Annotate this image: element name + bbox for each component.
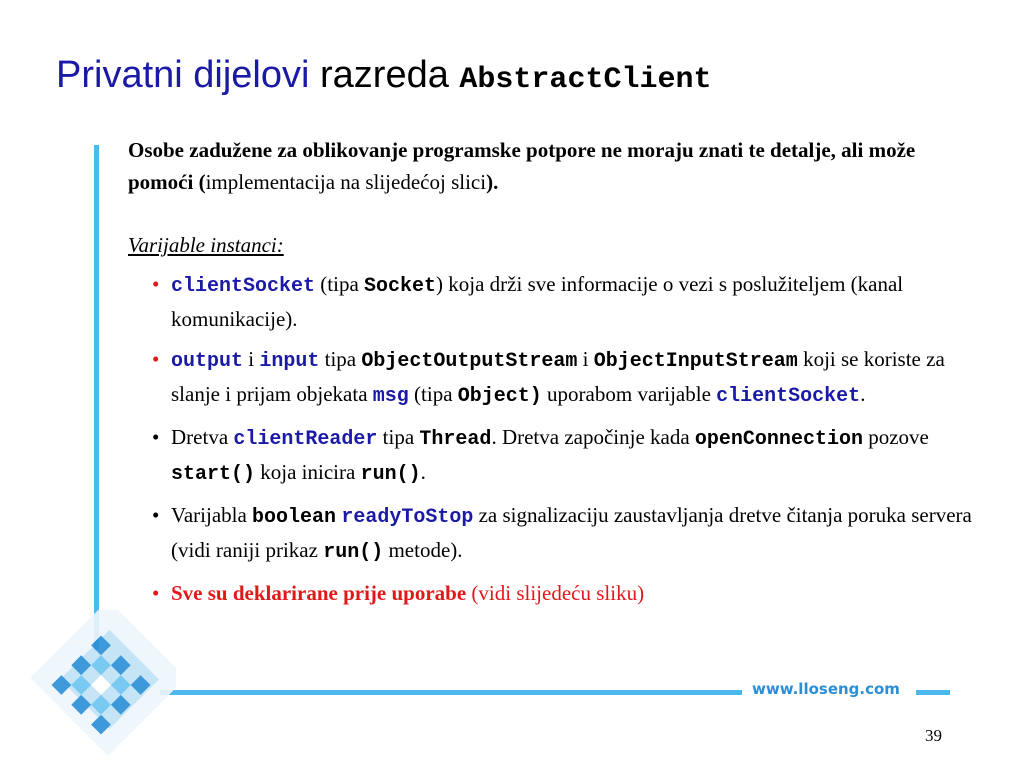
code-client-reader: clientReader [233,428,378,451]
code-run: run() [360,463,421,486]
code-client-socket: clientSocket [171,275,316,298]
title-code: AbstractClient [459,63,712,97]
code-thread: Thread [419,428,492,451]
text: i [243,347,260,371]
code-msg: msg [372,385,409,408]
page-number: 39 [925,726,942,745]
text: tipa [377,425,420,449]
horizontal-rule [160,690,742,695]
code-object-input-stream: ObjectInputStream [593,350,798,373]
code-open-connection: openConnection [694,428,863,451]
text: pozove [862,425,929,449]
text: . Dretva započinje kada [491,425,695,449]
intro-bold: Osobe zadužene za oblikovanje programske potpore ne moraju znati te detalje, ali može pomoći ( [128,138,916,194]
slide-title [56,52,711,103]
text: (tipa [315,272,365,296]
bullet-list [152,268,982,617]
website-link[interactable]: www.lloseng.com [752,680,900,698]
bullet-icon: • [152,347,160,371]
vertical-rule [94,145,99,650]
code-output: output [171,350,244,373]
code-ready-to-stop: readyToStop [341,506,474,529]
intro-normal: implementacija na slijedećoj slici [205,170,487,194]
bullet-icon: • [152,272,160,296]
list-item [152,421,982,491]
text: (tipa [408,382,458,406]
code-object: Object) [457,385,542,408]
code-object-output-stream: ObjectOutputStream [361,350,578,373]
text: . [860,382,866,406]
code-input: input [259,350,320,373]
emphasis-text: Sve su deklarirane prije uporabe [171,581,467,605]
title-part-2: razreda [320,54,449,96]
text: (vidi slijedeću sliku) [466,581,645,605]
bullet-icon: • [152,425,160,449]
list-item [152,268,982,335]
intro-bold-end: ). [486,170,499,194]
subheading: Varijable instanci: [128,233,284,257]
code-socket: Socket [364,275,437,298]
text: koji se koriste za slanje i prijam objekata [171,347,945,406]
list-item [152,343,982,413]
intro-paragraph [128,134,973,198]
text: koja inicira [255,460,361,484]
text: za signalizaciju zaustavljanja dretve čitanja poruka servera (vidi raniji prikaz [171,503,972,562]
code-client-socket: clientSocket [716,385,861,408]
text: ) koja drži sve informacije o vezi s poslužiteljem (kanal komunikacije). [171,272,904,331]
list-item [152,499,982,569]
code-run: run() [323,541,384,564]
checkered-tile-logo-icon [26,610,176,755]
horizontal-rule-end [916,690,950,695]
text: Dretva [171,425,234,449]
text: . [420,460,426,484]
code-start: start() [171,463,256,486]
text: tipa [319,347,362,371]
text: i [577,347,594,371]
text: Varijabla [171,503,253,527]
text: metode). [383,538,463,562]
list-item [152,577,982,609]
title-part-1: Privatni dijelovi [56,54,310,96]
text: uporabom varijable [541,382,717,406]
bullet-icon: • [152,581,160,605]
bullet-icon: • [152,503,160,527]
code-boolean: boolean [252,506,337,529]
